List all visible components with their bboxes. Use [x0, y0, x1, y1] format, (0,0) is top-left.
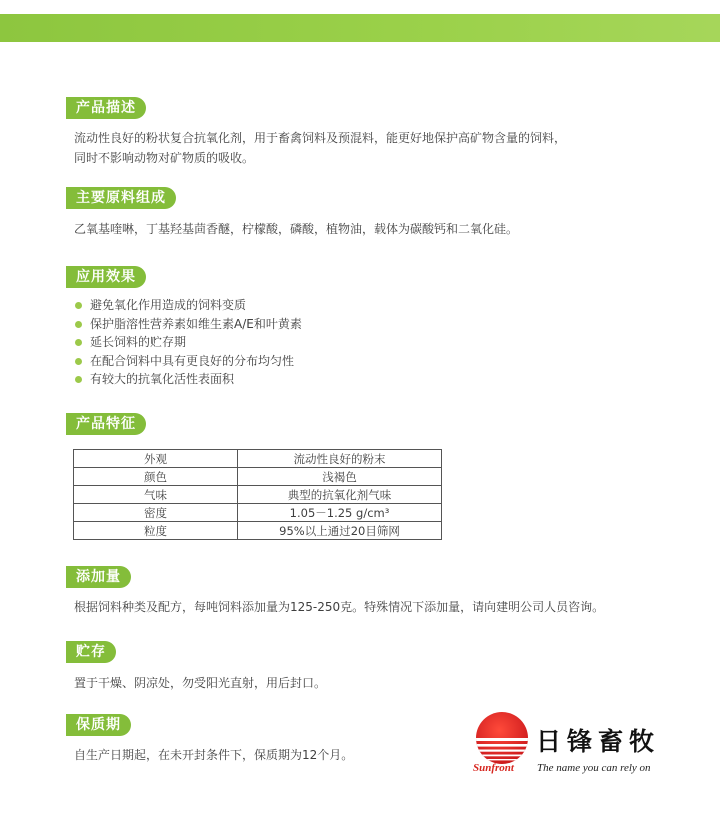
description-line-2: 同时不影响动物对矿物质的吸收。	[74, 151, 255, 165]
brand-name-cn: 日锋畜牧	[536, 727, 661, 756]
feature-value: 95%以上通过20目筛网	[238, 522, 442, 540]
list-item: 在配合饲料中具有更良好的分布均匀性	[74, 352, 302, 371]
feature-key: 密度	[74, 504, 238, 522]
list-item: 避免氧化作用造成的饲料变质	[74, 296, 302, 315]
feature-key: 外观	[74, 450, 238, 468]
table-row	[74, 522, 442, 540]
feature-key: 粒度	[74, 522, 238, 540]
bullet-dot-icon	[75, 358, 82, 365]
brand-name-en: Sunfront	[473, 762, 514, 774]
list-item: 保护脂溶性营养素如维生素A/E和叶黄素	[74, 315, 302, 334]
feature-value: 浅褐色	[238, 468, 442, 486]
feature-value: 流动性良好的粉末	[238, 450, 442, 468]
table-row	[74, 450, 442, 468]
description-line-1: 流动性良好的粉状复合抗氧化剂，用于畜禽饲料及预混料，能更好地保护高矿物含量的饲料，	[74, 131, 567, 145]
section-title-features: 产品特征	[66, 413, 146, 435]
bullet-dot-icon	[75, 321, 82, 328]
section-title-storage: 贮存	[66, 641, 116, 663]
bullet-dot-icon	[75, 339, 82, 346]
list-item: 有较大的抗氧化活性表面积	[74, 370, 302, 389]
section-title-ingredients: 主要原料组成	[66, 187, 176, 209]
feature-key: 气味	[74, 486, 238, 504]
feature-value: 典型的抗氧化剂气味	[238, 486, 442, 504]
storage-text: 置于干燥、阴凉处，勿受阳光直射，用后封口。	[74, 676, 327, 690]
feature-value: 1.05－1.25 g/cm³	[238, 504, 442, 522]
dosage-text: 根据饲料种类及配方，每吨饲料添加量为125-250克。特殊情况下添加量，请向建明公司人员咨询。	[74, 600, 605, 614]
top-green-band	[0, 14, 720, 42]
feature-key: 颜色	[74, 468, 238, 486]
table-row	[74, 504, 442, 522]
section-title-shelf-life: 保质期	[66, 714, 131, 736]
section-title-dosage: 添加量	[66, 566, 131, 588]
table-row	[74, 486, 442, 504]
brand-slogan: The name you can rely on	[537, 762, 651, 774]
effects-list	[74, 296, 302, 389]
list-item: 延长饲料的贮存期	[74, 333, 302, 352]
ingredients-text: 乙氧基喹啉，丁基羟基茴香醚，柠檬酸，磷酸，植物油，载体为碳酸钙和二氧化硅。	[74, 222, 519, 236]
shelf-life-text: 自生产日期起，在未开封条件下，保质期为12个月。	[74, 748, 354, 762]
table-row	[74, 468, 442, 486]
features-table	[73, 449, 442, 540]
section-title-effects: 应用效果	[66, 266, 146, 288]
bullet-dot-icon	[75, 376, 82, 383]
section-title-description: 产品描述	[66, 97, 146, 119]
bullet-dot-icon	[75, 302, 82, 309]
